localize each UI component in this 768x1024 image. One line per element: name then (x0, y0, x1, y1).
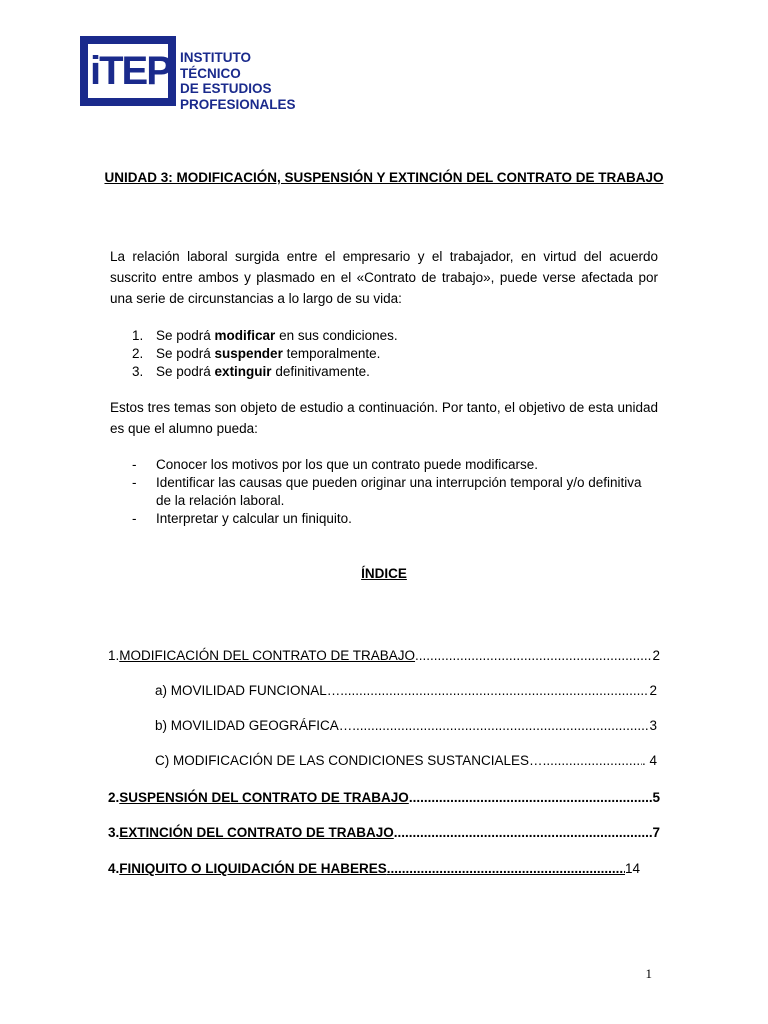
toc-leader (387, 861, 625, 876)
toc-number: 3. (108, 825, 120, 840)
toc-heading: ÍNDICE (361, 566, 407, 581)
toc-entry[interactable] (108, 825, 660, 840)
logo-letters: iTEP (90, 49, 171, 93)
toc-subentry[interactable] (155, 683, 657, 698)
toc-label: b) MOVILIDAD GEOGRÁFICA… (155, 718, 353, 733)
list-dash: - (132, 511, 137, 526)
numbered-list (110, 327, 658, 381)
list-number: 3. (132, 364, 144, 379)
objectives-list (110, 456, 658, 528)
list-item (110, 363, 658, 381)
toc-subentry[interactable] (155, 753, 657, 768)
logo-line-3: PROFESIONALES (180, 96, 296, 112)
toc-page: . 4 (641, 753, 657, 768)
list-dash: - (132, 475, 137, 490)
list-text: Se podrá (156, 364, 215, 379)
list-text: Se podrá (156, 346, 215, 361)
logo-line-2: DE ESTUDIOS (180, 81, 272, 96)
list-text: Conocer los motivos por los que un contrato puede modificarse. (156, 457, 538, 472)
list-text: temporalmente. (282, 346, 381, 361)
list-item (110, 327, 658, 345)
logo-text (180, 50, 296, 112)
toc-page: 2 (652, 648, 660, 663)
list-dash: - (132, 457, 137, 472)
toc-leader (352, 718, 649, 733)
toc-label: EXTINCIÓN DEL CONTRATO DE TRABAJO (119, 825, 394, 840)
toc-page: 2 (649, 683, 657, 698)
toc-leader (340, 683, 649, 698)
list-keyword: suspender (214, 346, 283, 361)
toc-leader (543, 753, 642, 768)
page-number: 1 (645, 966, 652, 981)
toc-page: 5 (652, 790, 660, 805)
toc-number: 4. (108, 861, 120, 876)
list-item (110, 345, 658, 363)
toc-number: 2. (108, 790, 120, 805)
toc-label: FINIQUITO O LIQUIDACIÓN DE HABERES (119, 861, 387, 876)
list-number: 2. (132, 346, 144, 361)
unit-title: UNIDAD 3: MODIFICACIÓN, SUSPENSIÓN Y EXTINCIÓN DEL CONTRATO DE TRABAJO (104, 170, 664, 185)
toc-label: C) MODIFICACIÓN DE LAS CONDICIONES SUSTANCIALES… (155, 753, 543, 768)
list-text: en sus condiciones. (275, 328, 398, 343)
toc-entry[interactable] (108, 648, 660, 663)
objective-paragraph: Estos tres temas son objeto de estudio a continuación. Por tanto, el objetivo de esta unidad es que el alumno pueda: (110, 400, 658, 436)
logo-line-1: INSTITUTO TÉCNICO (180, 50, 252, 81)
list-text: Identificar las causas que pueden originar una interrupción temporal y/o definitiva de la relación laboral. (156, 475, 642, 508)
list-item (110, 474, 658, 510)
toc-leader (415, 648, 652, 663)
intro-paragraph: La relación laboral surgida entre el empresario y el trabajador, en virtud del acuerdo suscrito entre ambos y plasmado en el «Contrato de trabajo», puede verse afectada por una serie de circunstancias a lo largo de su vida: (110, 249, 658, 306)
toc-number: 1. (108, 648, 120, 663)
list-keyword: modificar (214, 328, 276, 343)
logo-mark (80, 36, 176, 106)
list-item (110, 510, 658, 528)
list-item (110, 456, 658, 474)
toc-label: MODIFICACIÓN DEL CONTRATO DE TRABAJO (119, 648, 416, 663)
toc-leader (394, 825, 653, 840)
list-number: 1. (132, 328, 144, 343)
institute-logo (80, 36, 296, 112)
toc-page: 7 (652, 825, 660, 840)
toc-leader (409, 790, 653, 805)
list-text: Se podrá (156, 328, 215, 343)
toc-page: 3 (649, 718, 657, 733)
list-text: definitivamente. (271, 364, 370, 379)
toc-label: a) MOVILIDAD FUNCIONAL… (155, 683, 341, 698)
list-keyword: extinguir (214, 364, 272, 379)
toc-entry[interactable] (108, 861, 640, 876)
toc-label: SUSPENSIÓN DEL CONTRATO DE TRABAJO (119, 790, 409, 805)
list-text: Interpretar y calcular un finiquito. (156, 511, 352, 526)
toc-entry[interactable] (108, 790, 660, 805)
toc-page: 14 (624, 861, 640, 876)
toc-subentry[interactable] (155, 718, 657, 733)
